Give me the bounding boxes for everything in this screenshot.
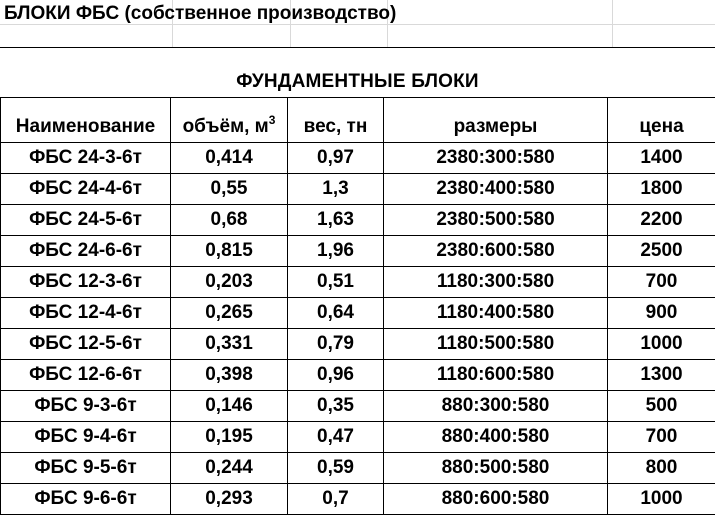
cell-weight[interactable]: 0,96	[288, 360, 384, 391]
cell-name[interactable]: ФБС 24-3-6т	[1, 143, 171, 174]
table-row	[1, 360, 715, 391]
cell-weight[interactable]: 1,96	[288, 236, 384, 267]
table-row	[1, 298, 715, 329]
table-row	[1, 174, 715, 205]
cell-name[interactable]: ФБС 12-3-6т	[1, 267, 171, 298]
table-row	[1, 143, 715, 174]
cell-weight[interactable]: 0,7	[288, 484, 384, 515]
cell-size[interactable]: 2380:600:580	[384, 236, 608, 267]
cell-volume[interactable]: 0,293	[171, 484, 288, 515]
cell-weight[interactable]: 0,51	[288, 267, 384, 298]
column-header-volume[interactable]: объём, $м^3$	[171, 98, 288, 143]
cell-name[interactable]: ФБС 9-6-6т	[1, 484, 171, 515]
cell-volume[interactable]: 0,398	[171, 360, 288, 391]
cell-volume[interactable]: 0,815	[171, 236, 288, 267]
cell-volume[interactable]: 0,68	[171, 205, 288, 236]
cell-price[interactable]: 700	[608, 267, 715, 298]
divider	[0, 47, 715, 48]
cell-volume[interactable]: 0,265	[171, 298, 288, 329]
cell-weight[interactable]: 1,63	[288, 205, 384, 236]
cell-price[interactable]: 1800	[608, 174, 715, 205]
cell-size[interactable]: 2380:400:580	[384, 174, 608, 205]
cell-size[interactable]: 2380:300:580	[384, 143, 608, 174]
cell-volume[interactable]: 0,55	[171, 174, 288, 205]
cell-weight[interactable]: 0,35	[288, 391, 384, 422]
column-header-name[interactable]: Наименование	[1, 98, 171, 143]
page-title: БЛОКИ ФБС (собственное производство)	[4, 2, 396, 26]
cell-name[interactable]: ФБС 9-4-6т	[1, 422, 171, 453]
table-row	[1, 422, 715, 453]
cell-price[interactable]: 1000	[608, 484, 715, 515]
table-title: ФУНДАМЕНТНЫЕ БЛОКИ	[0, 68, 715, 96]
cell-weight[interactable]: 0,47	[288, 422, 384, 453]
cell-name[interactable]: ФБС 24-4-6т	[1, 174, 171, 205]
cell-price[interactable]: 1400	[608, 143, 715, 174]
cell-volume[interactable]: 0,331	[171, 329, 288, 360]
cell-weight[interactable]: 0,64	[288, 298, 384, 329]
cell-price[interactable]: 500	[608, 391, 715, 422]
cell-size[interactable]: 1180:300:580	[384, 267, 608, 298]
cell-weight[interactable]: 1,3	[288, 174, 384, 205]
cell-volume[interactable]: 0,203	[171, 267, 288, 298]
cell-weight[interactable]: 0,79	[288, 329, 384, 360]
column-header-weight[interactable]: вес, тн	[288, 98, 384, 143]
cell-price[interactable]: 2200	[608, 205, 715, 236]
cell-price[interactable]: 800	[608, 453, 715, 484]
table-row	[1, 329, 715, 360]
table-row	[1, 391, 715, 422]
column-header-size[interactable]: размеры	[384, 98, 608, 143]
price-table	[0, 97, 715, 515]
cell-size[interactable]: 1180:500:580	[384, 329, 608, 360]
cell-name[interactable]: ФБС 24-5-6т	[1, 205, 171, 236]
cell-price[interactable]: 1300	[608, 360, 715, 391]
column-header-price[interactable]: цена	[608, 98, 715, 143]
cell-size[interactable]: 880:600:580	[384, 484, 608, 515]
gridline	[612, 0, 613, 48]
cell-weight[interactable]: 0,97	[288, 143, 384, 174]
cell-name[interactable]: ФБС 12-5-6т	[1, 329, 171, 360]
cell-size[interactable]: 1180:600:580	[384, 360, 608, 391]
table-body	[1, 143, 715, 515]
cell-size[interactable]: 1180:400:580	[384, 298, 608, 329]
cell-size[interactable]: 2380:500:580	[384, 205, 608, 236]
cell-volume[interactable]: 0,195	[171, 422, 288, 453]
cell-price[interactable]: 900	[608, 298, 715, 329]
cell-size[interactable]: 880:400:580	[384, 422, 608, 453]
cell-volume[interactable]: 0,414	[171, 143, 288, 174]
cell-size[interactable]: 880:500:580	[384, 453, 608, 484]
table-row	[1, 205, 715, 236]
cell-price[interactable]: 2500	[608, 236, 715, 267]
table-header-row	[1, 98, 715, 143]
table-row	[1, 484, 715, 515]
cell-size[interactable]: 880:300:580	[384, 391, 608, 422]
table-row	[1, 267, 715, 298]
cell-price[interactable]: 700	[608, 422, 715, 453]
cell-volume[interactable]: 0,146	[171, 391, 288, 422]
cell-volume[interactable]: 0,244	[171, 453, 288, 484]
cell-name[interactable]: ФБС 24-6-6т	[1, 236, 171, 267]
table-row	[1, 453, 715, 484]
cell-name[interactable]: ФБС 9-5-6т	[1, 453, 171, 484]
cell-name[interactable]: ФБС 9-3-6т	[1, 391, 171, 422]
cell-name[interactable]: ФБС 12-6-6т	[1, 360, 171, 391]
cell-name[interactable]: ФБС 12-4-6т	[1, 298, 171, 329]
cell-weight[interactable]: 0,59	[288, 453, 384, 484]
table-row	[1, 236, 715, 267]
cell-price[interactable]: 1000	[608, 329, 715, 360]
